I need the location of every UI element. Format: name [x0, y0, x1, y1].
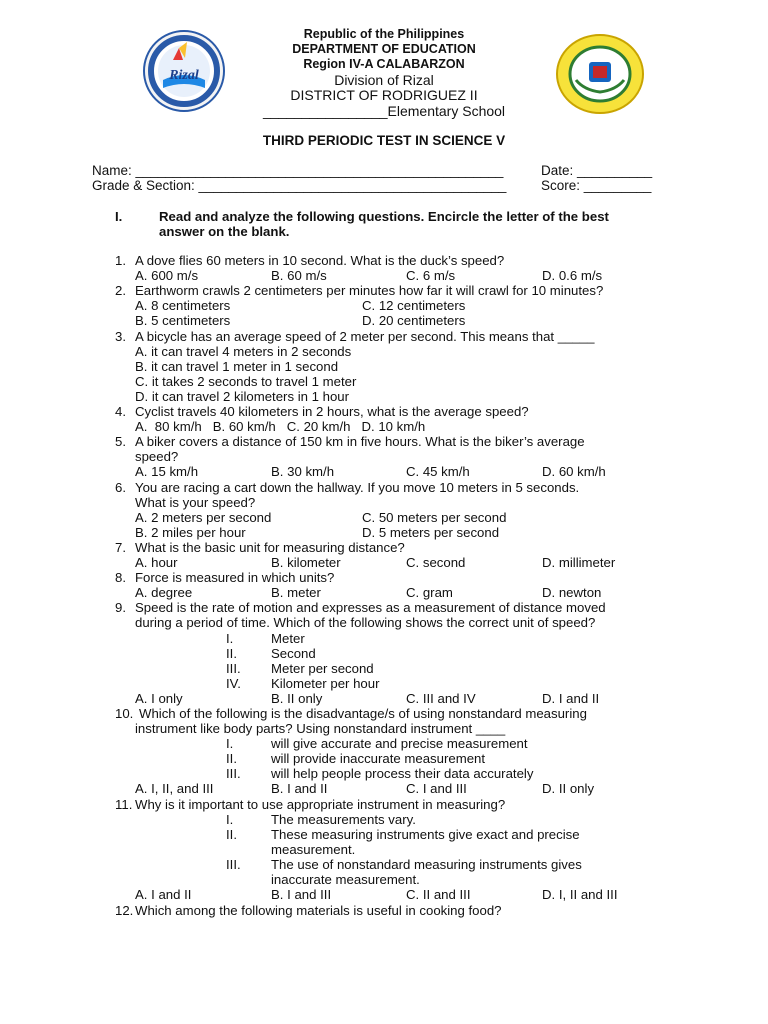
q6-choice-a: A. 2 meters per second [135, 510, 272, 525]
q9-number: 9. [115, 600, 126, 615]
q11-text: Why is it important to use appropriate instrument in measuring? [135, 797, 506, 812]
instructions-line2: answer on the blank. [159, 224, 290, 239]
q3-choice-c: C. it takes 2 seconds to travel 1 meter [135, 374, 357, 389]
q2-choice-c: C. 12 centimeters [362, 298, 466, 313]
q9-choice-a: A. I only [135, 691, 183, 706]
q9-option-1: Meter [271, 631, 305, 646]
section-numeral: I. [115, 209, 123, 224]
q1-text: A dove flies 60 meters in 10 second. What is the duck’s speed? [135, 253, 505, 268]
q6-choice-c: C. 50 meters per second [362, 510, 507, 525]
q7-choice-b: B. kilometer [271, 555, 341, 570]
q8-text: Force is measured in which units? [135, 570, 335, 585]
q11-option-3-cont: inaccurate measurement. [271, 872, 420, 887]
q7-choice-c: C. second [406, 555, 466, 570]
q12-number: 12. [115, 903, 134, 918]
q3-number: 3. [115, 329, 126, 344]
q11-roman-3: III. [226, 857, 241, 872]
q9-option-4: Kilometer per hour [271, 676, 380, 691]
q9-roman-1: I. [226, 631, 234, 646]
q10-choice-b: B. I and II [271, 781, 328, 796]
date-field: Date: __________ [541, 163, 653, 178]
q5-choice-c: C. 45 km/h [406, 464, 470, 479]
q10-choice-a: A. I, II, and III [135, 781, 214, 796]
q11-choice-a: A. I and II [135, 887, 192, 902]
q11-choice-b: B. I and III [271, 887, 332, 902]
q11-roman-2: II. [226, 827, 237, 842]
name-field: Name: _________________________________________________ [92, 163, 504, 178]
q11-number: 11. [115, 797, 133, 812]
q8-choice-a: A. degree [135, 585, 193, 600]
q1-choice-a: A. 600 m/s [135, 268, 199, 283]
q6-text-cont: What is your speed? [135, 495, 256, 510]
q10-roman-1: I. [226, 736, 234, 751]
q3-choice-d: D. it can travel 2 kilometers in 1 hour [135, 389, 350, 404]
q11-option-2: These measuring instruments give exact and precise [271, 827, 580, 842]
header-republic: Republic of the Philippines [303, 27, 465, 41]
q3-choice-a: A. it can travel 4 meters in 2 seconds [135, 344, 352, 359]
q8-number: 8. [115, 570, 126, 585]
q10-roman-3: III. [226, 766, 241, 781]
header-department: DEPARTMENT OF EDUCATION [292, 42, 476, 56]
header-district: DISTRICT OF RODRIGUEZ II [290, 87, 478, 103]
q5-choice-a: A. 15 km/h [135, 464, 199, 479]
q7-choice-d: D. millimeter [542, 555, 616, 570]
test-title: THIRD PERIODIC TEST IN SCIENCE V [262, 133, 506, 148]
q2-choice-b: B. 5 centimeters [135, 313, 231, 328]
q3-text: A bicycle has an average speed of 2 meter per second. This means that _____ [135, 329, 595, 344]
q9-option-3: Meter per second [271, 661, 374, 676]
q9-roman-4: IV. [226, 676, 241, 691]
q11-option-1: The measurements vary. [271, 812, 416, 827]
grade-section-field: Grade & Section: _________________________________________ [92, 178, 507, 193]
q10-option-3: will help people process their data accurately [271, 766, 534, 781]
q1-choice-c: C. 6 m/s [406, 268, 456, 283]
header-division: Division of Rizal [334, 72, 434, 88]
q10-choice-d: D. II only [542, 781, 595, 796]
q7-text: What is the basic unit for measuring distance? [135, 540, 405, 555]
q5-number: 5. [115, 434, 126, 449]
q5-text-cont: speed? [135, 449, 179, 464]
q10-option-2: will provide inaccurate measurement [271, 751, 486, 766]
q8-choice-b: B. meter [271, 585, 321, 600]
q6-text: You are racing a cart down the hallway. If you move 10 meters in 5 seconds. [135, 480, 580, 495]
q9-roman-2: II. [226, 646, 237, 661]
q5-choice-d: D. 60 km/h [542, 464, 606, 479]
q6-choice-b: B. 2 miles per hour [135, 525, 246, 540]
q9-text-cont: during a period of time. Which of the following shows the correct unit of speed? [135, 615, 596, 630]
q11-option-2-cont: measurement. [271, 842, 356, 857]
q11-choice-d: D. I, II and III [542, 887, 618, 902]
q10-roman-2: II. [226, 751, 237, 766]
q7-number: 7. [115, 540, 126, 555]
q9-option-2: Second [271, 646, 316, 661]
q5-text: A biker covers a distance of 150 km in five hours. What is the biker’s average [135, 434, 585, 449]
header-region: Region IV-A CALABARZON [303, 57, 465, 71]
q11-choice-c: C. II and III [406, 887, 471, 902]
q9-choice-b: B. II only [271, 691, 323, 706]
q3-choice-b: B. it can travel 1 meter in 1 second [135, 359, 339, 374]
q6-choice-d: D. 5 meters per second [362, 525, 500, 540]
q1-choice-b: B. 60 m/s [271, 268, 327, 283]
q8-choice-c: C. gram [406, 585, 453, 600]
q10-number: 10. [115, 706, 134, 721]
q10-text: Which of the following is the disadvantage/s of using nonstandard measuring [139, 706, 587, 721]
q9-roman-3: III. [226, 661, 241, 676]
q2-choice-d: D. 20 centimeters [362, 313, 466, 328]
q5-choice-b: B. 30 km/h [271, 464, 335, 479]
q2-text: Earthworm crawls 2 centimeters per minutes how far it will crawl for 10 minutes? [135, 283, 604, 298]
q2-number: 2. [115, 283, 126, 298]
q10-option-1: will give accurate and precise measurement [271, 736, 528, 751]
q10-text-cont: instrument like body parts? Using nonstandard instrument ____ [135, 721, 506, 736]
q9-text: Speed is the rate of motion and expresses as a measurement of distance moved [135, 600, 606, 615]
q1-choice-d: D. 0.6 m/s [542, 268, 603, 283]
logo-text: Rizal [169, 68, 199, 83]
q2-choice-a: A. 8 centimeters [135, 298, 231, 313]
q1-number: 1. [115, 253, 126, 268]
header-school: ________________Elementary School [262, 103, 506, 119]
q7-choice-a: A. hour [135, 555, 178, 570]
q9-choice-c: C. III and IV [406, 691, 476, 706]
q8-choice-d: D. newton [542, 585, 602, 600]
q9-choice-d: D. I and II [542, 691, 600, 706]
q11-roman-1: I. [226, 812, 234, 827]
q10-choice-c: C. I and III [406, 781, 467, 796]
q12-text: Which among the following materials is useful in cooking food? [135, 903, 502, 918]
q4-choices: A. 80 km/h B. 60 km/h C. 20 km/h D. 10 km/h [135, 419, 426, 434]
score-field: Score: _________ [541, 178, 652, 193]
instructions-line1: Read and analyze the following questions. Encircle the letter of the best [159, 209, 609, 224]
q6-number: 6. [115, 480, 126, 495]
q4-text: Cyclist travels 40 kilometers in 2 hours, what is the average speed? [135, 404, 529, 419]
q4-number: 4. [115, 404, 126, 419]
q11-option-3: The use of nonstandard measuring instruments gives [271, 857, 582, 872]
